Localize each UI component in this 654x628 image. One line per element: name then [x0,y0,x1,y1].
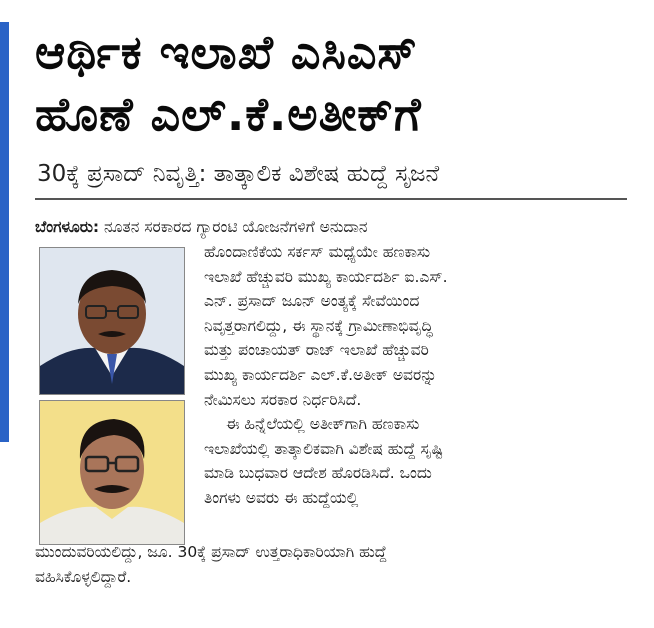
article-line: ಎನ್. ಪ್ರಸಾದ್ ಜೂನ್ ಅಂತ್ಯಕ್ಕೆ ಸೇವೆಯಿಂದ [204,292,420,311]
headline-line-2: ಹೊಣೆ ಎಲ್.ಕೆ.ಅತೀಕ್‌ಗೆ [35,87,422,141]
article-line: ಇಲಾಖೆ ಹೆಚ್ಚುವರಿ ಮುಖ್ಯ ಕಾರ್ಯದರ್ಶಿ ಐ.ಎಸ್. [204,267,448,286]
photo-prasad [39,247,185,395]
subheadline: 30ಕ್ಕೆ ಪ್ರಸಾದ್ ನಿವೃತ್ತಿ: ತಾತ್ಕಾಲಿಕ ವಿಶೇಷ ಹುದ್ದೆ ಸೃಜನೆ [37,161,440,187]
article-line: ಈ ಹಿನ್ನೆಲೆಯಲ್ಲಿ ಅತೀಕ್‌ಗಾಗಿ ಹಣಕಾಸು [226,415,420,434]
subheadline-divider [35,198,627,200]
article-first-line [35,215,625,240]
article-line: ವಹಿಸಿಕೊಳ್ಳಲಿದ್ದಾರೆ. [35,567,132,586]
article-line: ನಿವೃತ್ತರಾಗಲಿದ್ದು, ಈ ಸ್ಥಾನಕ್ಕೆ ಗ್ರಾಮೀಣಾಭಿವೃದ್ಧಿ [204,316,433,335]
article-column-beside-photos [204,240,625,511]
article-text: ನೂತನ ಸರಕಾರದ ಗ್ಯಾರಂಟಿ ಯೋಜನೆಗಳಿಗೆ ಅನುದಾನ [104,218,368,236]
dateline: ಬೆಂಗಳೂರು: [35,218,100,236]
accent-bar [0,22,9,442]
portrait-1-illustration [40,248,184,394]
article-line: ಮುಂದುವರಿಯಲಿದ್ದು, ಜೂ. 30ಕ್ಕೆ ಪ್ರಸಾದ್ ಉತ್ತರಾಧಿಕಾರಿಯಾಗಿ ಹುದ್ದೆ [35,543,387,561]
portrait-2-illustration [40,401,184,544]
article-line: ಮುಖ್ಯ ಕಾರ್ಯದರ್ಶಿ ಎಲ್.ಕೆ.ಅತೀಕ್ ಅವರನ್ನು [204,365,437,384]
article-line: ತಿಂಗಳು ಅವರು ಈ ಹುದ್ದೆಯಲ್ಲಿ [204,488,359,507]
article-line: ಮತ್ತು ಪಂಚಾಯತ್ ರಾಜ್ ಇಲಾಖೆ ಹೆಚ್ಚುವರಿ [204,341,429,360]
headline-line-1: ಆರ್ಥಿಕ ಇಲಾಖೆ ಎಸಿಎಸ್ [35,25,418,79]
article-line: ನೇಮಿಸಲು ಸರಕಾರ ನಿರ್ಧರಿಸಿದೆ. [204,390,362,409]
article-line: ಮಾಡಿ ಬುಧವಾರ ಆದೇಶ ಹೊರಡಿಸಿದೆ. ಒಂದು [204,464,432,483]
photo-atheeq [39,400,185,545]
article-full-width-lines [35,540,625,589]
article-line: ಇಲಾಖೆಯಲ್ಲಿ ತಾತ್ಕಾಲಿಕವಾಗಿ ವಿಶೇಷ ಹುದ್ದೆ ಸೃಷ್ಟಿ [204,439,444,458]
article-line: ಹೊಂದಾಣಿಕೆಯ ಸರ್ಕಸ್ ಮಧ್ಯೆಯೇ ಹಣಕಾಸು [204,243,431,261]
